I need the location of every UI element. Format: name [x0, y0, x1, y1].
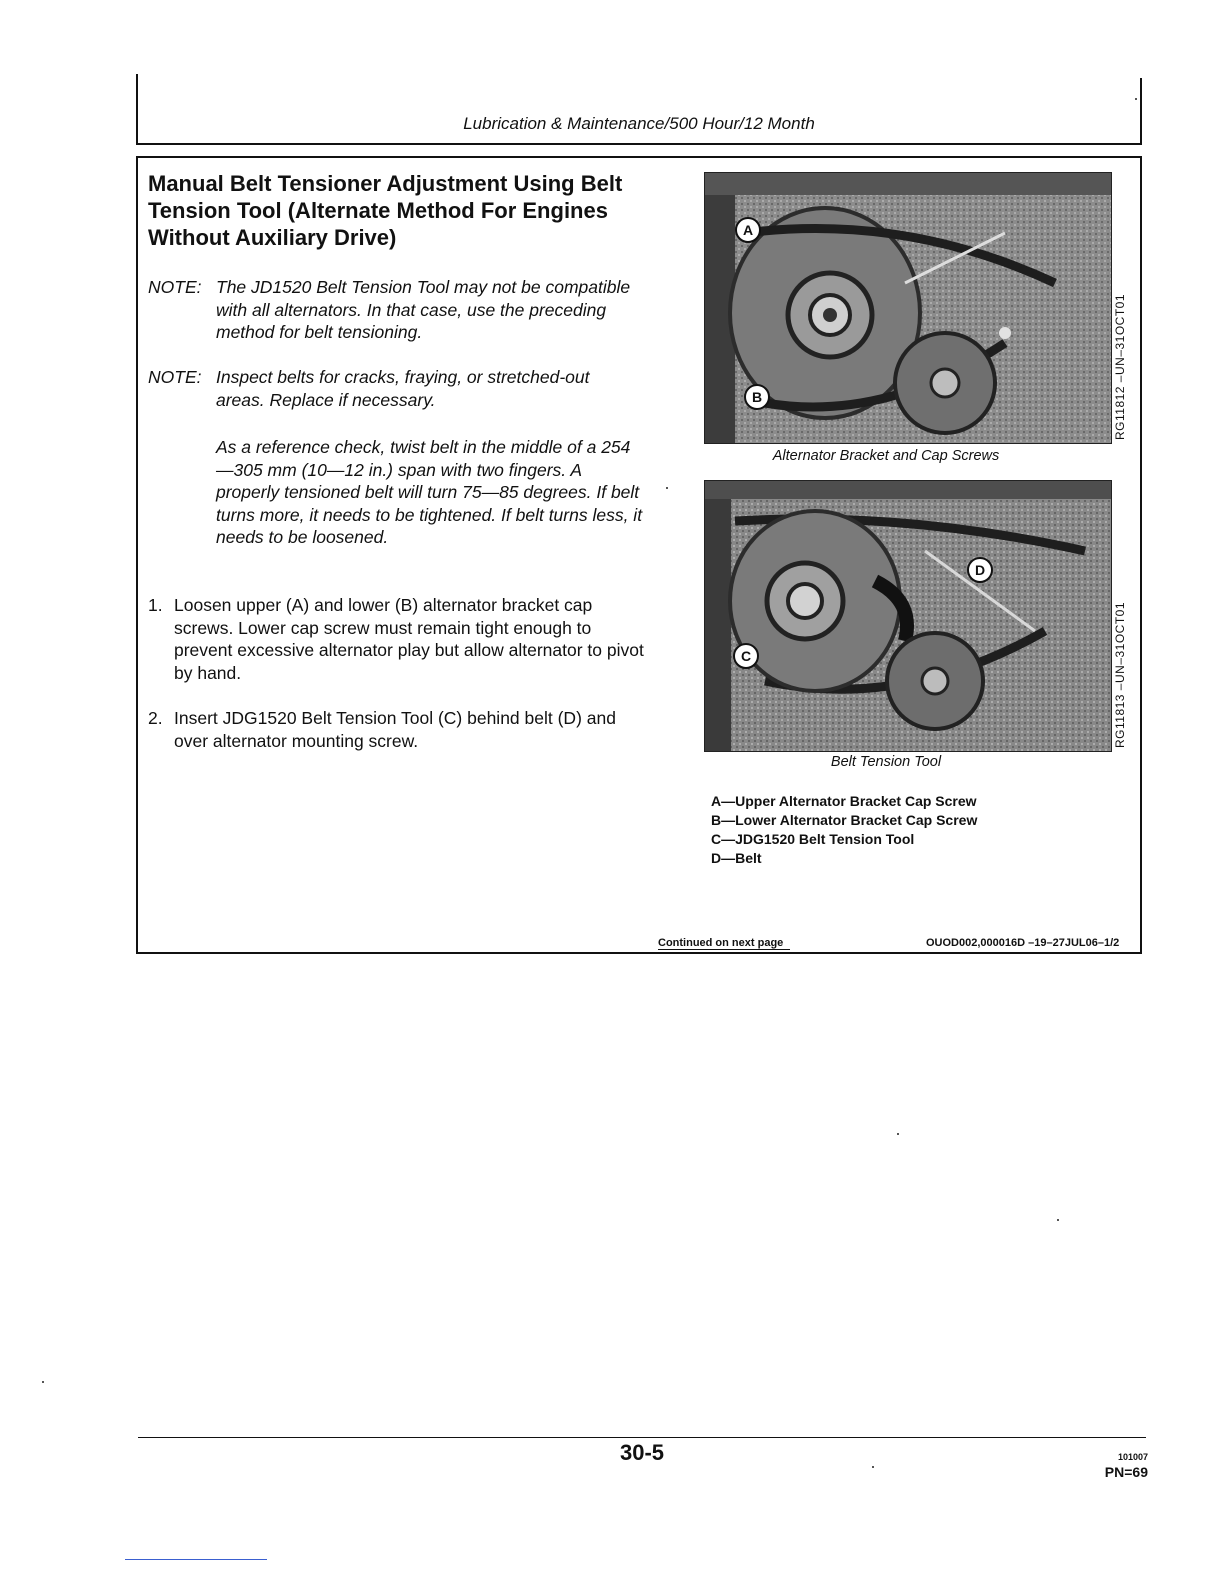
note-text: Inspect belts for cracks, fraying, or stretched-out areas. Replace if necessary. — [216, 367, 590, 410]
reference-check-paragraph: As a reference check, twist belt in the middle of a 254—305 mm (10—12 in.) span with two fingers. A properly tensioned belt will turn 75—85 degrees. If belt turns more, it needs to be tightened. If belt turns less, it needs to be loosened. — [216, 437, 643, 547]
document-code: OUOD002,000016D –19–27JUL06–1/2 — [926, 937, 1120, 949]
callout-b: B — [751, 389, 763, 405]
legend-item: D—Belt — [711, 850, 762, 866]
figure-2-id: RG11813 –UN–31OCT01 — [1113, 601, 1127, 748]
scan-speck — [897, 1133, 899, 1135]
header-frame-right — [1140, 78, 1142, 144]
note-label: NOTE: — [148, 277, 202, 297]
legend-item: B—Lower Alternator Bracket Cap Screw — [711, 812, 978, 828]
legend-item: C—JDG1520 Belt Tension Tool — [711, 831, 915, 847]
procedure-step-2 — [148, 707, 648, 757]
legend-item: A—Upper Alternator Bracket Cap Screw — [711, 793, 977, 809]
continued-notice: Continued on next page — [658, 937, 784, 949]
scan-speck — [42, 1381, 44, 1383]
continued-underline — [658, 949, 790, 950]
step-text: Loosen upper (A) and lower (B) alternator bracket cap screws. Lower cap screw must remain tight enough to prevent excessive alternator play but allow alternator to pivot by hand. — [174, 595, 644, 683]
header-frame-bottom — [136, 143, 1142, 145]
figure-1-caption: Alternator Bracket and Cap Screws — [772, 448, 1000, 464]
note-label: NOTE: — [148, 367, 202, 387]
scan-speck — [1135, 98, 1137, 100]
scan-artifact-line — [125, 1559, 267, 1560]
belt-tension-tool-illustration — [705, 481, 1111, 751]
note-compatibility — [148, 276, 648, 346]
footer-code: 101007 — [1117, 1452, 1148, 1462]
step-text: Insert JDG1520 Belt Tension Tool (C) behind belt (D) and over alternator mounting screw. — [174, 708, 616, 751]
step-number: 1. — [148, 595, 163, 615]
scan-speck — [872, 1466, 874, 1468]
alternator-bracket-illustration — [705, 173, 1111, 443]
step-number: 2. — [148, 708, 163, 728]
callout-d: D — [974, 562, 986, 578]
note-inspect-belts — [148, 366, 648, 416]
callout-c: C — [740, 648, 752, 664]
section-header: Lubrication & Maintenance/500 Hour/12 Month — [463, 114, 815, 133]
procedure-step-1 — [148, 594, 648, 694]
part-number: PN=69 — [1104, 1464, 1148, 1480]
scan-speck — [666, 487, 668, 489]
callout-a: A — [742, 222, 754, 238]
page-number: 30-5 — [619, 1440, 665, 1465]
footer-rule — [138, 1437, 1146, 1438]
figure-2-caption: Belt Tension Tool — [830, 754, 942, 770]
scan-speck — [1057, 1219, 1059, 1221]
alternator-bracket-photo — [704, 172, 1112, 444]
figure-legend — [711, 792, 1071, 868]
belt-tension-tool-photo — [704, 480, 1112, 752]
figure-1-id: RG11812 –UN–31OCT01 — [1113, 293, 1127, 440]
page-title: Manual Belt Tensioner Adjustment Using Belt Tension Tool (Alternate Method For Engines Without Auxiliary Drive) — [148, 171, 623, 250]
note-text: The JD1520 Belt Tension Tool may not be compatible with all alternators. In that case, use the preceding method for belt tensioning. — [216, 277, 631, 342]
